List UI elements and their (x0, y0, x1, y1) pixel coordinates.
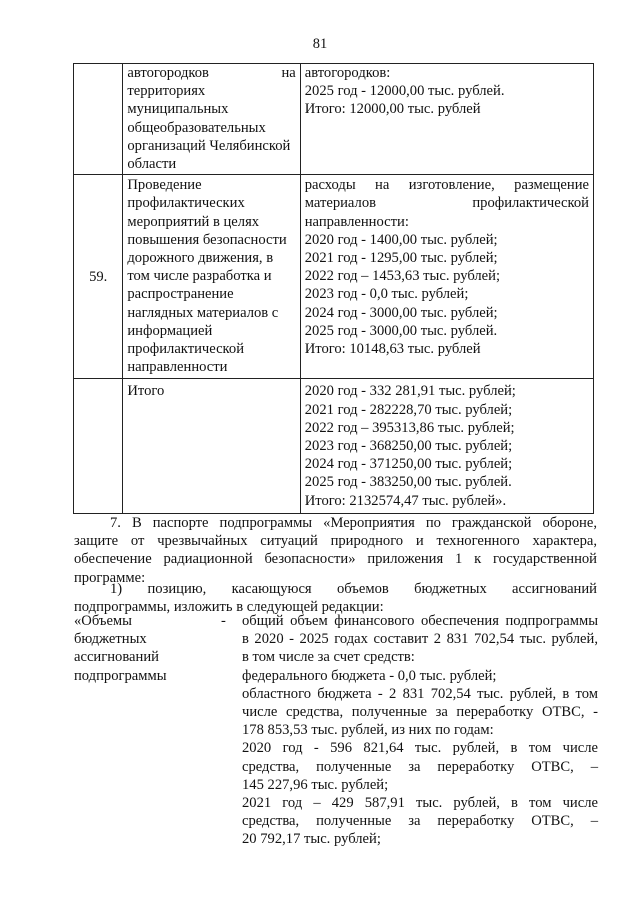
financing-cell (300, 175, 593, 379)
activity-name-line: профилактических (127, 195, 245, 212)
activity-name-line: Проведение (127, 177, 202, 194)
financing-line: 2021 год - 1295,00 тыс. рублей; (304, 250, 498, 267)
financing-line: 2023 год - 0,0 тыс. рублей; (304, 286, 469, 303)
paragraph7-line: обеспечение радиационной безопасности» приложения 1 к государственной (74, 551, 597, 568)
financing-line: 2020 год - 1400,00 тыс. рублей; (304, 231, 498, 248)
financing-line: 2024 год - 371250,00 тыс. рублей; (304, 456, 513, 473)
activity-name-line: наглядных материалов с (127, 304, 279, 321)
financing-line: Итого: 10148,63 тыс. рублей (304, 341, 481, 358)
row-number-cell (74, 379, 123, 513)
subparagraph1-line: 1) позицию, касающуюся объемов бюджетных ассигнований (110, 581, 597, 597)
passport-text-line: 2020 год - 596 821,64 тыс. рублей, в том числе (242, 740, 598, 757)
passport-text-line: числе средства, полученные за переработку ОТВС, - (242, 704, 598, 721)
paragraph7-line: защите от чрезвычайных ситуаций природного и техногенного характера, (74, 533, 597, 550)
passport-text-line: 145 227,96 тыс. рублей; (242, 776, 389, 793)
financing-line: материалов профилактической (304, 195, 589, 212)
row-number-cell (74, 64, 123, 175)
financing-line: 2025 год - 3000,00 тыс. рублей. (304, 322, 498, 339)
financing-line: 2022 год – 395313,86 тыс. рублей; (304, 419, 515, 436)
passport-dash: - (221, 613, 226, 629)
passport-text-line: 20 792,17 тыс. рублей; (242, 831, 381, 848)
financing-line: 2025 год - 383250,00 тыс. рублей. (304, 474, 512, 491)
activity-name-line: мероприятий в целях (127, 213, 260, 230)
page-number: 81 (312, 36, 328, 52)
financing-line: автогородков: (304, 65, 391, 81)
passport-text-line: в том числе за счет средств: (242, 649, 415, 666)
activity-name-line: направленности (127, 359, 228, 376)
activity-name-line: повышения безопасности (127, 231, 287, 248)
passport-text-line: 2021 год – 429 587,91 тыс. рублей, в том числе (242, 795, 598, 812)
financing-cell (300, 379, 593, 513)
activity-name-cell (123, 64, 300, 175)
activity-name-line: информацией (127, 322, 213, 339)
paragraph-7 (74, 514, 597, 587)
passport-text-line: общий объем финансового обеспечения подпрограммы (242, 613, 598, 629)
financing-line: Итого: 12000,00 тыс. рублей (304, 101, 481, 118)
subparagraph-1 (74, 580, 597, 616)
row-number-cell: 59. (74, 175, 123, 379)
activity-name-line: общеобразовательных (127, 119, 266, 136)
financing-line: 2020 год - 332 281,91 тыс. рублей; (304, 383, 516, 400)
table-row (74, 64, 594, 175)
table-row (74, 175, 594, 379)
activity-name-line: организаций Челябинской (127, 137, 291, 154)
subparagraph1-line: подпрограммы, изложить в следующей редакции: (74, 599, 384, 616)
activity-name-line: территориях (127, 83, 206, 100)
financing-line: расходы на изготовление, размещение (304, 177, 589, 194)
activity-name-line: области (127, 156, 177, 173)
financing-cell (300, 64, 593, 175)
program-table (73, 63, 594, 514)
financing-line: 2025 год - 12000,00 тыс. рублей. (304, 83, 505, 100)
passport-text (242, 612, 598, 849)
financing-line: 2024 год - 3000,00 тыс. рублей; (304, 304, 498, 321)
activity-name-cell (123, 379, 300, 513)
activity-name-cell (123, 175, 300, 379)
activity-name-line: распространение (127, 286, 234, 303)
passport-text-line: федерального бюджета - 0,0 тыс. рублей; (242, 667, 497, 684)
paragraph7-line: программе: (74, 569, 146, 586)
passport-text-line: средства, полученные за переработку ОТВС, – (242, 813, 598, 830)
financing-line: 2021 год - 282228,70 тыс. рублей; (304, 401, 513, 418)
passport-label (74, 612, 224, 685)
activity-name-line: том числе разработка и (127, 268, 272, 285)
activity-name-line: автогородков на (127, 65, 296, 81)
activity-name-line: муниципальных (127, 101, 229, 118)
table-row (74, 379, 594, 513)
passport-label-line: «Объемы (74, 613, 132, 629)
paragraph7-line: 7. В паспорте подпрограммы «Мероприятия по гражданской обороне, (110, 515, 597, 531)
financing-line: 2022 год – 1453,63 тыс. рублей; (304, 268, 501, 285)
financing-line: 2023 год - 368250,00 тыс. рублей; (304, 438, 513, 455)
passport-text-line: областного бюджета - 2 831 702,54 тыс. рублей, в том (242, 685, 598, 702)
passport-text-line: в 2020 - 2025 годах составит 2 831 702,54 тыс. рублей, (242, 631, 598, 648)
passport-text-line: 178 853,53 тыс. рублей, из них по годам: (242, 722, 494, 739)
passport-label-line: ассигнований (74, 649, 159, 666)
activity-name-line: Итого (127, 383, 165, 400)
passport-label-line: подпрограммы (74, 667, 167, 684)
passport-label-line: бюджетных (74, 631, 147, 648)
financing-line: направленности: (304, 213, 409, 230)
financing-line: Итого: 2132574,47 тыс. рублей». (304, 492, 507, 509)
passport-text-line: средства, полученные за переработку ОТВС, – (242, 758, 598, 775)
activity-name-line: дорожного движения, в (127, 250, 274, 267)
activity-name-line: профилактической (127, 341, 245, 358)
